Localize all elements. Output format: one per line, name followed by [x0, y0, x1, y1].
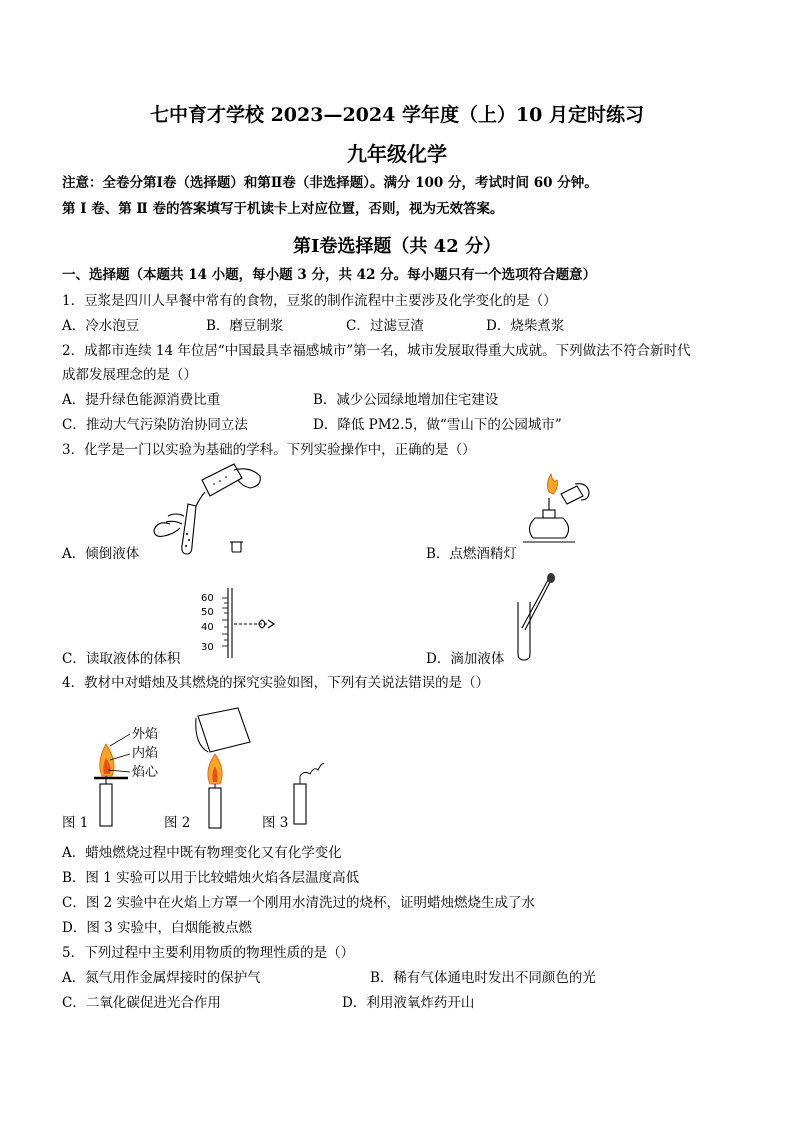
q4-option-c: C．图 2 实验中在火焰上方罩一个刚用水清洗过的烧杯，证明蜡烛燃烧生成了水 — [62, 895, 535, 911]
q3-stem: 3．化学是一门以实验为基础的学科。下列实验操作中，正确的是（） — [62, 442, 476, 458]
q5-option-d: D．利用液氧炸药开山 — [342, 995, 475, 1011]
q4-figure-1-label: 图 1 — [62, 815, 89, 831]
flame-label-outer: 外焰 — [132, 727, 159, 742]
q2-option-a: A．提升绿色能源消费比重 — [62, 392, 221, 408]
section-title: 第Ⅰ卷选择题（共 42 分） — [292, 236, 501, 257]
q3-option-c: C．读取液体的体积 — [62, 651, 181, 667]
q4-option-d: D．图 3 实验中，白烟能被点燃 — [62, 920, 252, 936]
q5-option-c: C．二氧化碳促进光合作用 — [62, 995, 221, 1011]
q4-stem: 4．教材中对蜡烛及其燃烧的探究实验如图，下列有关说法错误的是（） — [62, 675, 490, 691]
q3-option-d: D．滴加液体 — [426, 651, 505, 667]
section-instruction: 一、选择题（本题共 14 小题，每小题 3 分，共 42 分。每小题只有一个选项符合题意） — [62, 267, 597, 283]
exam-note-2: 第 Ⅰ 卷、第 Ⅱ 卷的答案填写于机读卡上对应位置，否则，视为无效答案。 — [62, 201, 504, 217]
q4-figure-3-label: 图 3 — [262, 815, 289, 831]
q3-option-a: A．倾倒液体 — [62, 546, 140, 562]
flame-label-inner: 内焰 — [132, 746, 159, 761]
cylinder-tick-60: 60 — [201, 593, 214, 604]
q1-option-b: B．磨豆制浆 — [206, 318, 284, 334]
q1-option-a: A．冷水泡豆 — [62, 318, 140, 334]
q1-stem: 1．豆浆是四川人早餐中常有的食物，豆浆的制作流程中主要涉及化学变化的是（） — [62, 293, 557, 309]
q2-stem-line-1: 2．成都市连续 14 年位居“中国最具幸福感城市”第一名，城市发展取得重大成就。下列做法不符合新时代 — [62, 343, 691, 359]
q4-figure-2-label: 图 2 — [164, 815, 191, 831]
q1-option-d: D．烧柴煮浆 — [486, 318, 565, 334]
subject-title: 九年级化学 — [347, 142, 447, 166]
q2-option-b: B．减少公园绿地增加住宅建设 — [313, 392, 499, 408]
exam-title: 七中育才学校 2023—2024 学年度（上）10 月定时练习 — [149, 104, 645, 126]
pouring-liquid-figure — [150, 462, 265, 557]
q1-option-c: C．过滤豆渣 — [346, 318, 424, 334]
candle-figure-2 — [196, 708, 250, 828]
q4-option-a: A．蜡烛燃烧过程中既有物理变化又有化学变化 — [62, 845, 342, 861]
q5-option-a: A．氮气用作金属焊接时的保护气 — [62, 970, 261, 986]
q5-stem: 5．下列过程中主要利用物质的物理性质的是（） — [62, 945, 355, 961]
graduated-cylinder-figure — [198, 586, 288, 658]
q5-option-b: B．稀有气体通电时发出不同颜色的光 — [370, 970, 596, 986]
flame-label-core: 焰心 — [132, 765, 159, 780]
candle-experiments-figure — [60, 704, 390, 832]
dropper-figure — [510, 572, 560, 662]
cylinder-tick-30: 30 — [201, 642, 214, 653]
q2-option-c: C．推动大气污染防治协同立法 — [62, 417, 248, 433]
candle-figure-3 — [294, 764, 324, 824]
q3-option-b: B．点燃酒精灯 — [426, 546, 517, 562]
q2-option-d: D．降低 PM2.5，做“雪山下的公园城市” — [313, 417, 562, 433]
exam-note-1: 注意：全卷分第Ⅰ卷（选择题）和第Ⅱ卷（非选择题）。满分 100 分，考试时间 60 分钟。 — [62, 175, 598, 191]
q4-option-b: B．图 1 实验可以用于比较蜡烛火焰各层温度高低 — [62, 870, 360, 886]
alcohol-lamp-figure — [515, 472, 595, 550]
cylinder-tick-40: 40 — [201, 622, 214, 633]
cylinder-tick-50: 50 — [201, 607, 214, 618]
q2-stem-line-2: 成都发展理念的是（） — [62, 367, 197, 383]
candle-figure-1 — [94, 734, 130, 826]
